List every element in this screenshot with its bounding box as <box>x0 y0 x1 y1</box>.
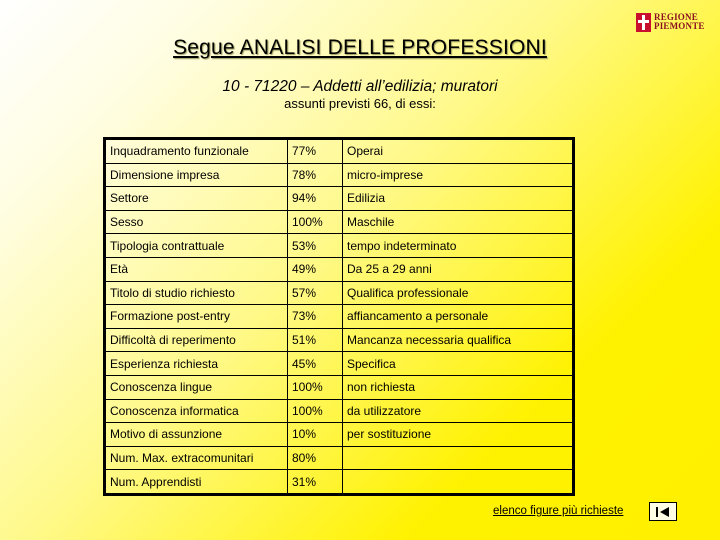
row-value: affiancamento a personale <box>343 305 574 329</box>
row-label: Motivo di assunzione <box>105 423 288 447</box>
row-percentage: 100% <box>288 399 343 423</box>
table-row <box>105 234 574 258</box>
table-row <box>105 375 574 399</box>
table-row <box>105 446 574 470</box>
row-label: Num. Apprendisti <box>105 470 288 495</box>
cross-shield-icon <box>636 13 651 32</box>
row-label: Formazione post-entry <box>105 305 288 329</box>
table-row <box>105 328 574 352</box>
table-row <box>105 187 574 211</box>
row-value: per sostituzione <box>343 423 574 447</box>
row-value: Mancanza necessaria qualifica <box>343 328 574 352</box>
row-value: Qualifica professionale <box>343 281 574 305</box>
row-label: Tipologia contrattuale <box>105 234 288 258</box>
table-row <box>105 163 574 187</box>
table-row <box>105 305 574 329</box>
row-label: Sesso <box>105 210 288 234</box>
row-value: da utilizzatore <box>343 399 574 423</box>
row-label: Num. Max. extracomunitari <box>105 446 288 470</box>
logo-line-2: PIEMONTE <box>654 21 705 31</box>
logo-line-1: REGIONE <box>654 12 698 22</box>
row-label: Esperienza richiesta <box>105 352 288 376</box>
table-row <box>105 257 574 281</box>
back-to-start-icon <box>654 506 672 518</box>
profession-subtitle: 10 - 71220 – Addetti all’edilizia; muratori <box>222 78 498 95</box>
table-row <box>105 281 574 305</box>
row-value: Da 25 a 29 anni <box>343 257 574 281</box>
table-row <box>105 210 574 234</box>
row-percentage: 10% <box>288 423 343 447</box>
row-value: Edilizia <box>343 187 574 211</box>
row-percentage: 45% <box>288 352 343 376</box>
table-row <box>105 399 574 423</box>
table-row <box>105 139 574 164</box>
row-percentage: 49% <box>288 257 343 281</box>
back-to-start-button[interactable] <box>649 502 677 521</box>
regione-piemonte-logo <box>636 11 704 33</box>
row-label: Età <box>105 257 288 281</box>
row-value: Specifica <box>343 352 574 376</box>
row-percentage: 100% <box>288 375 343 399</box>
row-percentage: 80% <box>288 446 343 470</box>
table-row <box>105 352 574 376</box>
row-label: Dimensione impresa <box>105 163 288 187</box>
row-label: Conoscenza lingue <box>105 375 288 399</box>
row-label: Conoscenza informatica <box>105 399 288 423</box>
row-value: Operai <box>343 139 574 164</box>
row-value <box>343 470 574 495</box>
profession-analysis-table <box>103 137 575 496</box>
page-title: Segue ANALISI DELLE PROFESSIONI <box>173 36 547 59</box>
row-label: Difficoltà di reperimento <box>105 328 288 352</box>
row-percentage: 57% <box>288 281 343 305</box>
most-requested-figures-link[interactable]: elenco figure più richieste <box>493 505 624 517</box>
row-percentage: 51% <box>288 328 343 352</box>
row-value <box>343 446 574 470</box>
hires-summary: assunti previsti 66, di essi: <box>284 96 436 111</box>
row-label: Titolo di studio richiesto <box>105 281 288 305</box>
row-value: tempo indeterminato <box>343 234 574 258</box>
row-value: Maschile <box>343 210 574 234</box>
table-row <box>105 423 574 447</box>
row-percentage: 78% <box>288 163 343 187</box>
row-value: micro-imprese <box>343 163 574 187</box>
row-percentage: 100% <box>288 210 343 234</box>
row-percentage: 77% <box>288 139 343 164</box>
row-percentage: 53% <box>288 234 343 258</box>
row-label: Settore <box>105 187 288 211</box>
row-percentage: 73% <box>288 305 343 329</box>
row-label: Inquadramento funzionale <box>105 139 288 164</box>
row-percentage: 94% <box>288 187 343 211</box>
table-row <box>105 470 574 495</box>
row-percentage: 31% <box>288 470 343 495</box>
row-value: non richiesta <box>343 375 574 399</box>
